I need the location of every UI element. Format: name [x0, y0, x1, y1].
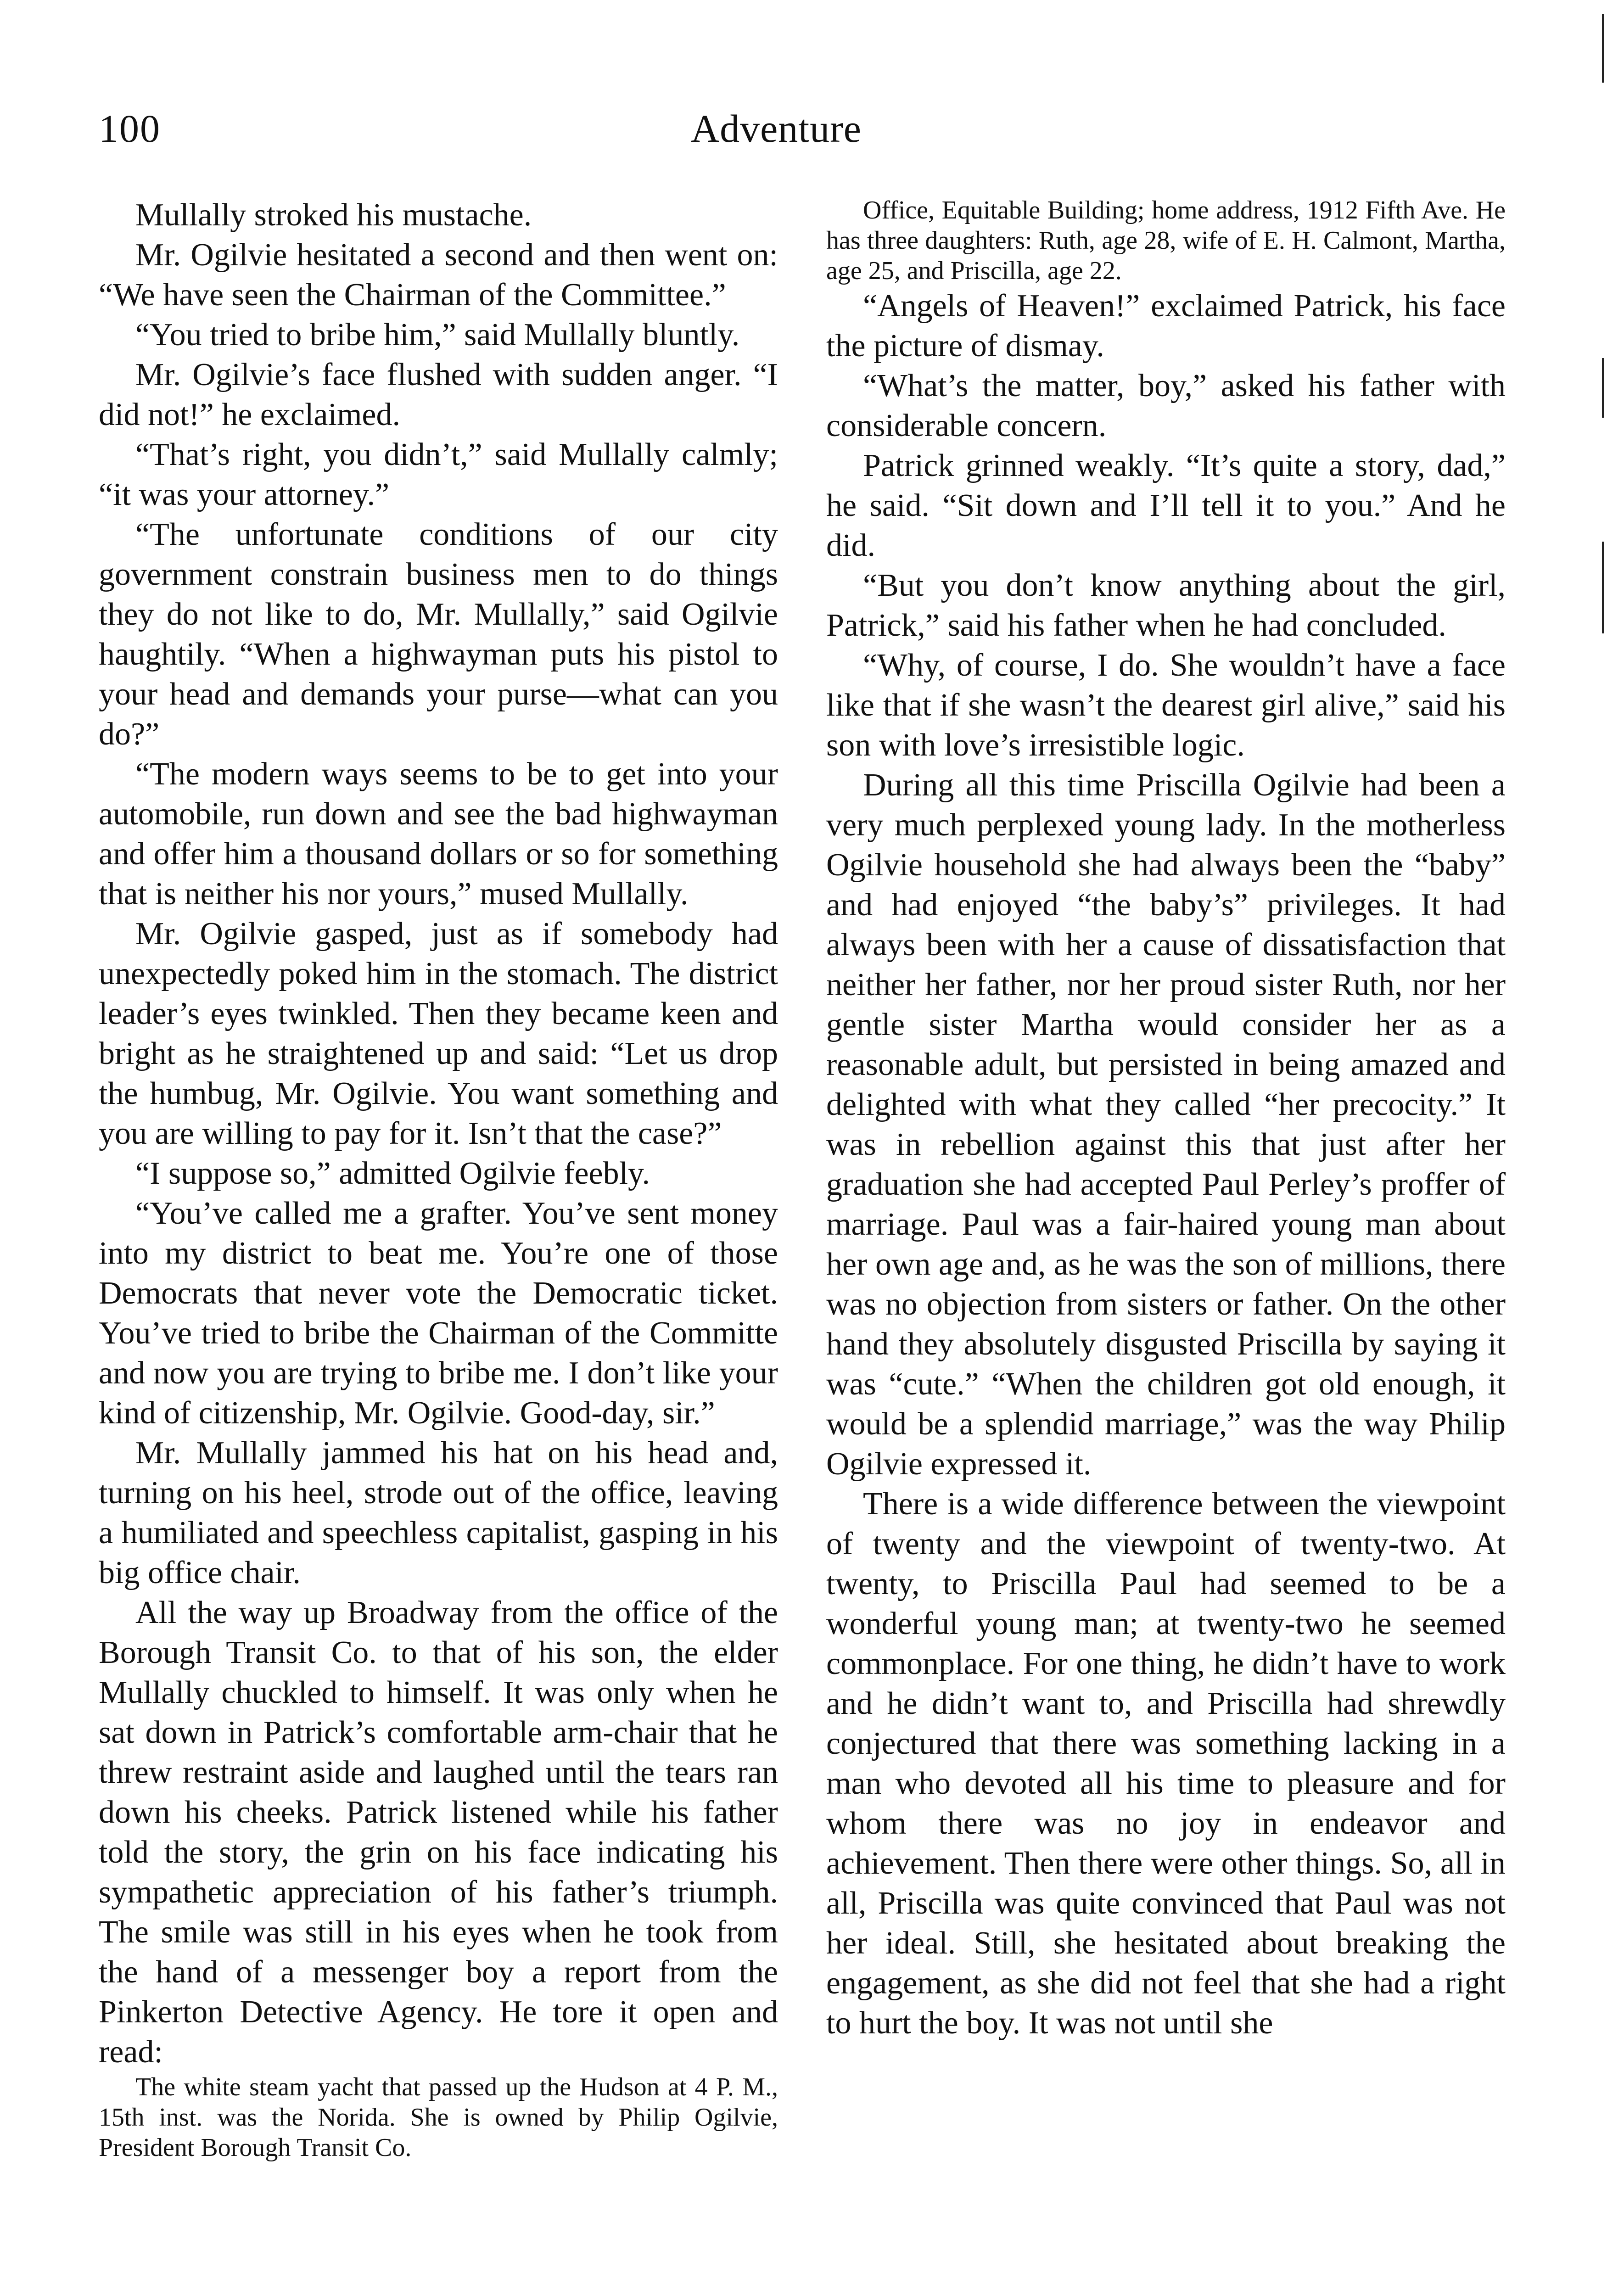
scan-edge-mark: [1602, 358, 1604, 418]
paragraph: “You’ve called me a grafter. You’ve sent money into my district to beat me. You’re one of those Democrats that never vote the Democratic ticket. You’ve tried to bribe the Chairman of the Committe and now you are trying to bribe me. I don’t like your kind of citizenship, Mr. Ogilvie. Good-day, sir.”: [99, 1196, 778, 1431]
detective-report-note: The white steam yacht that passed up the Hudson at 4 P. M., 15th inst. was the Norida. She is owned by Philip Ogilvie, President Borough Transit Co.: [99, 2073, 778, 2162]
paragraph: Patrick grinned weakly. “It’s quite a story, dad,” he said. “Sit down and I’ll tell it to you.” And he did.: [826, 448, 1506, 563]
paragraph: During all this time Priscilla Ogilvie had been a very much perplexed young lady. In the motherless Ogilvie household she had always been the “baby” and had enjoyed “the baby’s” privileges. It had always been with her a cause of dissatisfaction that neither her father, nor her proud sister Ruth, nor her gentle sister Martha would consider her as a reasonable adult, but persisted in being amazed and delighted with what they called “her precocity.” It was in rebellion against this that just after her graduation she had accepted Paul Perley’s proffer of marriage. Paul was a fair-haired young man about her own age and, as he was the son of millions, there was no objection from sisters or father. On the other hand they absolutely disgusted Priscilla by saying it was “cute.” “When the children got old enough, it would be a splendid marriage,” was the way Philip Ogilvie expressed it.: [826, 767, 1506, 1482]
paragraph: “But you don’t know anything about the girl, Patrick,” said his father when he had concluded.: [826, 568, 1506, 643]
paragraph: Mr. Ogilvie gasped, just as if somebody had unexpectedly poked him in the stomach. The district leader’s eyes twinkled. Then they became keen and bright as he straightened up and said: “Let us drop the humbug, Mr. Ogilvie. You want something and you are willing to pay for it. Isn’t that the case?”: [99, 916, 778, 1151]
paragraph: Mullally stroked his mustache.: [135, 197, 532, 233]
paragraph: Mr. Ogilvie’s face flushed with sudden anger. “I did not!” he exclaimed.: [99, 357, 778, 432]
scan-edge-mark: [1602, 542, 1604, 633]
left-column: [99, 195, 778, 2163]
paragraph: “Why, of course, I do. She wouldn’t have a face like that if she wasn’t the dearest girl alive,” said his son with love’s irresistible logic.: [826, 648, 1506, 763]
paragraph: “The modern ways seems to be to get into your automobile, run down and see the bad highwayman and offer him a thousand dollars or so for something that is neither his nor yours,” mused Mullally.: [99, 756, 778, 912]
paragraph: Mr. Mullally jammed his hat on his head and, turning on his heel, strode out of the office, leaving a humiliated and speechless capitalist, gasping in his big office chair.: [99, 1435, 778, 1590]
paragraph: “The unfortunate conditions of our city government constrain business men to do things they do not like to do, Mr. Mullally,” said Ogilvie haughtily. “When a highwayman puts his pistol to your head and demands your purse—what can you do?”: [99, 517, 778, 752]
paragraph: “That’s right, you didn’t,” said Mullally calmly; “it was your attorney.”: [99, 437, 778, 512]
paragraph: There is a wide difference between the viewpoint of twenty and the viewpoint of twenty-two. At twenty, to Priscilla Paul had seemed to be a wonderful young man; at twenty-two he seemed commonplace. For one thing, he didn’t have to work and he didn’t want to, and Priscilla had shrewdly conjectured that there was something lacking in a man who devoted all his time to pleasure and for whom there was no joy in endeavor and achievement. Then there were other things. So, all in all, Priscilla was quite convinced that Paul was not her ideal. Still, she hesitated about breaking the engagement, as she did not feel that she had a right to hurt the boy. It was not until she: [826, 1486, 1506, 2041]
detective-report-note-continued: Office, Equitable Building; home address, 1912 Fifth Ave. He has three daughters: Ruth, age 28, wife of E. H. Calmont, Martha, age 25, and Priscilla, age 22.: [826, 196, 1506, 285]
paragraph: Mr. Ogilvie hesitated a second and then went on: “We have seen the Chairman of the Committee.”: [99, 237, 778, 313]
running-title: Adventure: [691, 106, 862, 151]
scan-edge-mark: [1602, 14, 1604, 83]
paragraph: “What’s the matter, boy,” asked his father with considerable concern.: [826, 368, 1506, 443]
paragraph: All the way up Broadway from the office of the Borough Transit Co. to that of his son, the elder Mullally chuckled to himself. It was only when he sat down in Patrick’s comfortable arm-chair that he threw restraint aside and laughed until the tears ran down his cheeks. Patrick listened while his father told the story, the grin on his face indicating his sympathetic appreciation of his father’s triumph. The smile was still in his eyes when he took from the hand of a messenger boy a report from the Pinkerton Detective Agency. He tore it open and read:: [99, 1595, 778, 2070]
paragraph: “Angels of Heaven!” exclaimed Patrick, his face the picture of dismay.: [826, 288, 1506, 364]
page-header: [99, 106, 1563, 170]
paragraph: “I suppose so,” admitted Ogilvie feebly.: [135, 1156, 650, 1191]
page-number: 100: [99, 106, 161, 151]
right-column: [826, 195, 1506, 2043]
paragraph: “You tried to bribe him,” said Mullally bluntly.: [135, 317, 740, 353]
